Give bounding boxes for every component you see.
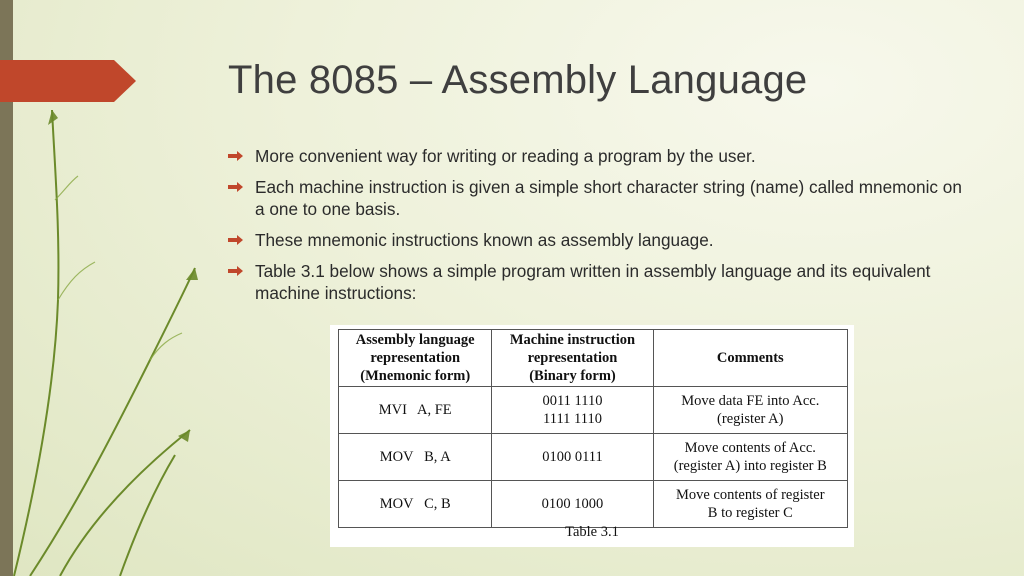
bullet-text: Table 3.1 below shows a simple program written in assembly language and its equivalent machine instructions: bbox=[255, 261, 931, 303]
arrow-bullet-icon bbox=[228, 235, 243, 245]
header-line: (Binary form) bbox=[529, 368, 616, 384]
slide-title: The 8085 – Assembly Language bbox=[228, 58, 808, 102]
bullet-text: Each machine instruction is given a simple short character string (name) called mnemonic on a one to one basis. bbox=[255, 177, 962, 219]
bullet-item bbox=[228, 145, 968, 167]
header-line: representation bbox=[370, 350, 461, 366]
bullet-item bbox=[228, 176, 968, 220]
comment-line: B to register C bbox=[707, 505, 793, 521]
assembly-table bbox=[338, 329, 848, 528]
binary-cell bbox=[492, 434, 653, 481]
header-line: Assembly language bbox=[355, 332, 475, 348]
comment-cell bbox=[653, 481, 847, 528]
binary-line: 0100 1000 bbox=[541, 496, 604, 512]
header-comments bbox=[653, 330, 847, 387]
header-machine bbox=[492, 330, 653, 387]
comment-line: (register A) bbox=[717, 411, 784, 427]
arrow-bullet-icon bbox=[228, 266, 243, 276]
bullet-text: These mnemonic instructions known as assembly language. bbox=[255, 230, 714, 250]
mnemonic-cell: MOV C, B bbox=[339, 481, 492, 528]
bullet-text: More convenient way for writing or reading a program by the user. bbox=[255, 146, 756, 166]
header-line: Comments bbox=[716, 350, 784, 366]
comment-line: (register A) into register B bbox=[673, 458, 827, 474]
table-row bbox=[339, 481, 848, 528]
mnemonic-cell: MOV B, A bbox=[339, 434, 492, 481]
comment-cell bbox=[653, 387, 847, 434]
comment-line: Move data FE into Acc. bbox=[681, 393, 820, 409]
table-row bbox=[339, 434, 848, 481]
binary-cell bbox=[492, 481, 653, 528]
arrow-bullet-icon bbox=[228, 151, 243, 161]
bullet-item bbox=[228, 229, 968, 251]
header-line: Machine instruction bbox=[509, 332, 636, 348]
comment-line: Move contents of register bbox=[675, 487, 825, 503]
header-line: representation bbox=[527, 350, 618, 366]
table-header-row bbox=[339, 330, 848, 387]
binary-line: 1111 1110 bbox=[543, 411, 602, 427]
table-image bbox=[330, 325, 854, 547]
mnemonic-cell: MVI A, FE bbox=[339, 387, 492, 434]
comment-line: Move contents of Acc. bbox=[684, 440, 816, 456]
comment-cell bbox=[653, 434, 847, 481]
header-line: (Mnemonic form) bbox=[360, 368, 471, 384]
binary-line: 0011 1110 bbox=[542, 393, 603, 409]
bullet-item bbox=[228, 260, 968, 304]
binary-line: 0100 0111 bbox=[542, 449, 603, 465]
table-caption: Table 3.1 bbox=[565, 524, 619, 540]
binary-cell bbox=[492, 387, 653, 434]
table-row bbox=[339, 387, 848, 434]
title-ribbon bbox=[0, 60, 136, 102]
bullet-list bbox=[228, 145, 968, 313]
arrow-bullet-icon bbox=[228, 182, 243, 192]
header-assembly bbox=[339, 330, 492, 387]
